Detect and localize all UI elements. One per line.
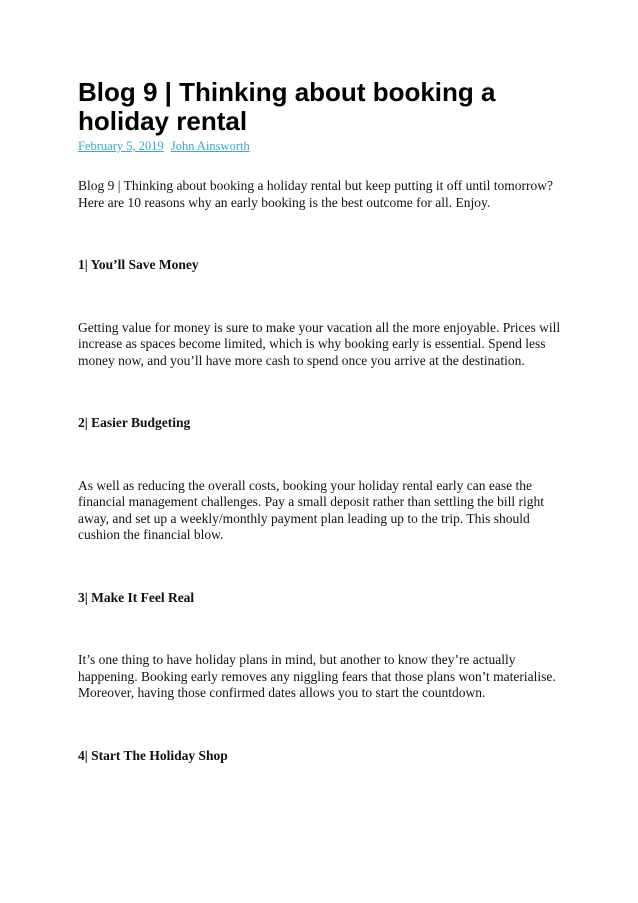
spacer [78,432,566,478]
spacer [78,606,566,652]
document-page [78,78,566,764]
section-heading-3: 3| Make It Feel Real [78,589,195,605]
article-author-link[interactable]: John Ainsworth [170,139,250,153]
section-body-1: Getting value for money is sure to make your vacation all the more enjoyable. Prices will increase as spaces become limited, which is why booking early is essential. Spend less money now, and you’ll have more cash to spend once you arrive at the destination. [78,319,561,368]
section-body-3: It’s one thing to have holiday plans in mind, but another to know they’re actually happening. Booking early removes any niggling fears that those plans won’t materialise. Moreover, having those confirmed dates allows you to start the countdown. [78,652,556,700]
article-meta [78,139,566,154]
intro-paragraph: Blog 9 | Thinking about booking a holiday rental but keep putting it off until tomorrow? Here are 10 reasons why an early booking is the best outcome for all. Enjoy. [78,178,554,210]
spacer [78,369,566,415]
section-body-2: As well as reducing the overall costs, booking your holiday rental early can ease the financial management challenges. Pay a small deposit rather than settling the bill right away, and set up a weekly/monthly payment plan leading up to the trip. This should cushion the financial blow. [78,477,544,542]
section-heading-4: 4| Start The Holiday Shop [78,747,228,763]
article-title: Blog 9 | Thinking about booking a holiday rental [78,77,496,136]
article-date-link[interactable]: February 5, 2019 [78,139,164,153]
spacer [78,274,566,320]
spacer [78,702,566,748]
section-heading-2: 2| Easier Budgeting [78,415,191,430]
spacer [78,211,566,257]
section-heading-1: 1| You’ll Save Money [78,257,199,272]
spacer [78,544,566,590]
